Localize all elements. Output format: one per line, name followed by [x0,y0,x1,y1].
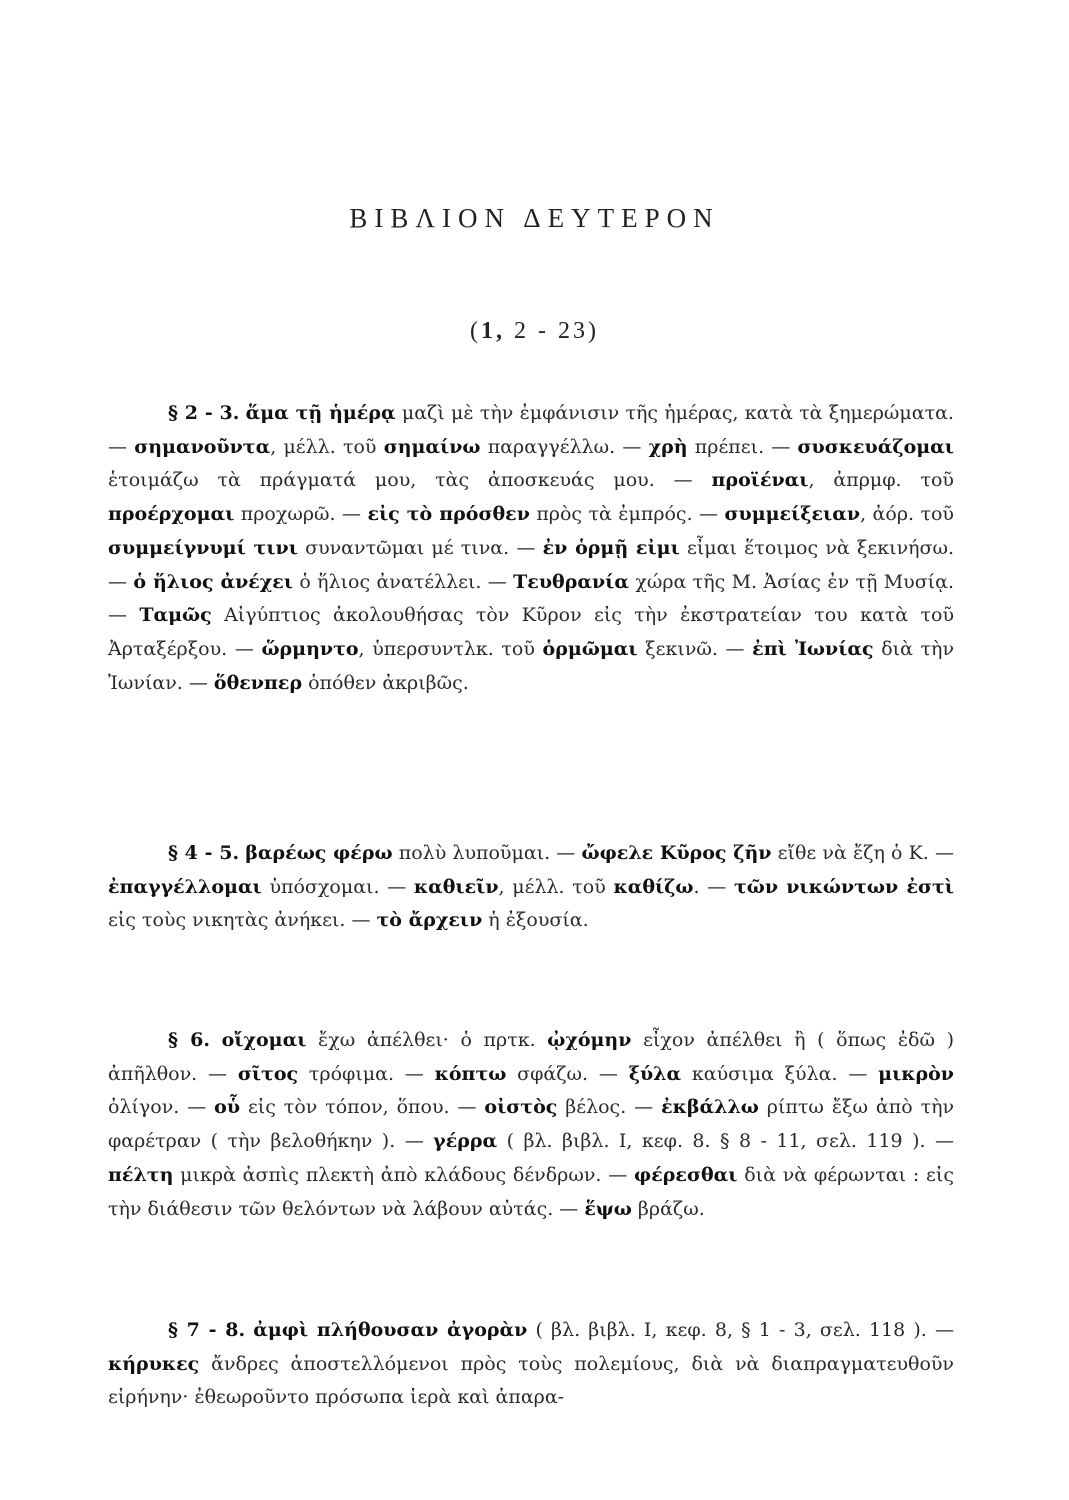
lemma-term: γέρρα [433,1130,498,1153]
gloss-text: ὑπόσχομαι. — [261,875,414,898]
lemma-term: προϊέναι [711,469,809,492]
lemma-term: ᾠχόμην [547,1029,632,1051]
lemma-term: ἐν ὁρμῇ εἰμι [542,536,680,559]
lemma-term: συμμείξειαν [724,503,861,526]
lemma-term: ὅθενπερ [213,671,303,694]
gloss-text: εἶχον ἀπέλθει ἢ ( ὅπως ἐδῶ ) ἀπῆλθον. — [108,1029,954,1085]
lemma-term: ἐπὶ Ἰωνίας [752,637,874,660]
gloss-text: , ἀόρ. τοῦ [860,503,954,526]
gloss-text: πρὸς τὰ ἐμπρός. — [529,503,725,526]
gloss-text: ὁ ἥλιος ἀνατέλλει. — [293,570,514,593]
gloss-text: ἄνδρες ἀποστελλόμενοι πρὸς τοὺς πολεμίους, διὰ νὰ διαπραγματευθοῦν εἰρήνην· ἐθεωροῦντο πρόσωπα ἱερὰ καὶ ἀπαρα- [108,1352,954,1409]
lemma-term: συμμείγνυμί τινι [108,536,298,559]
lemma-term: προέρχομαι [108,503,235,526]
gloss-text: διὰ νὰ φέρωνται : εἰς τὴν διάθεσιν τῶν θελόντων νὰ λάβουν αὐτάς. — [108,1163,954,1220]
lemma-term: σῖτος [237,1062,299,1085]
gloss-text: εἴθε νὰ ἔζη ὁ Κ. — [771,842,954,864]
gloss-text: εἰς τὸν τόπον, ὅπου. — [240,1096,485,1119]
commentary-paragraph [108,1024,954,1226]
section-number: § 2 - 3. [168,402,240,424]
gloss-text: μαζὶ μὲ τὴν ἐμφάνισιν τῆς ἡμέρας, κατὰ τὰ ξημερώματα. — [108,402,954,458]
section-number: § 6. [168,1029,210,1051]
lemma-term: ὁ ἥλιος ἀνέχει [133,570,294,593]
gloss-text: μικρὰ ἀσπὶς πλεκτὴ ἀπὸ κλάδους δένδρων. — [173,1163,635,1186]
lemma-term: πέλτη [108,1163,174,1186]
gloss-text: ξεκινῶ. — [637,637,753,660]
lemma-term: τῶν νικώντων ἐστὶ [733,875,954,898]
gloss-text: ἑτοιμάζω τὰ πράγματά μου, τὰς ἀποσκευάς μου. — [108,469,712,492]
lemma-term: ἕψω [584,1197,632,1220]
range-sections: 2 - 23 [514,318,588,344]
gloss-text: διὰ τὴν Ἰωνίαν. — [108,637,954,694]
lemma-term: καθιεῖν [413,875,499,898]
gloss-text: βράζω. [631,1197,705,1220]
range-chapter: 1, [481,318,505,344]
lemma-term: ὤφελε Κῦρος ζῆν [581,842,772,864]
lemma-term: χρὴ [648,435,688,458]
section-number: § 4 - 5. [168,842,240,864]
lemma-term: οἰστὸς [484,1096,558,1119]
lemma-term: ὁρμῶμαι [542,637,638,660]
commentary-paragraph [108,837,954,938]
commentary-paragraph [108,397,954,700]
gloss-text: πρέπει. — [687,435,798,458]
lemma-term: σημανοῦντα [134,435,271,458]
gloss-text: σφάζω. — [506,1062,629,1085]
lemma-term: κόπτω [434,1062,507,1085]
lemma-term: εἰς τὸ πρόσθεν [367,503,530,526]
lemma-term: Τευθρανία [513,570,629,593]
lemma-term: ἐπαγγέλλομαι [108,875,262,898]
lemma-term: ξύλα [628,1062,682,1085]
gloss-text: Αἰγύπτιος ἀκολουθήσας τὸν Κῦρον εἰς τὴν ἐκστρατείαν του κατὰ τοῦ Ἀρταξέρξου. — [108,604,954,660]
lemma-term: ἅμα τῇ ἡμέρᾳ [245,402,396,424]
gloss-text: προχωρῶ. — [234,503,368,526]
gloss-text: , ὑπερσυντλκ. τοῦ [358,637,543,660]
range-open: ( [470,318,481,344]
lemma-term: ὥρμηντο [261,637,359,660]
lemma-term: τὸ ἄρχειν [376,909,483,932]
lemma-term: καθίζω [613,875,694,898]
gloss-text: πολὺ λυποῦμαι. — [392,842,582,864]
lemma-term: οἴχομαι [221,1029,307,1051]
lemma-term: ἐκβάλλω [661,1096,759,1119]
book-title: ΒΙΒΛΙΟΝ ΔΕΥΤΕΡΟΝ [349,203,720,233]
gloss-text: ὁπόθεν ἀκριβῶς. [302,671,469,694]
commentary-paragraph [108,1314,954,1415]
gloss-text: εἶμαι ἕτοιμος νὰ ξεκινήσω. — [108,536,955,593]
gloss-text: παραγγέλλω. — [480,435,649,458]
lemma-term: κήρυκες [108,1352,200,1375]
lemma-term: μικρὸν [878,1062,954,1085]
gloss-text: εἰς τοὺς νικητὰς ἀνήκει. — [108,909,377,932]
lemma-term: οὗ [214,1096,241,1119]
gloss-text: βέλος. — [557,1096,662,1119]
gloss-text: ρίπτω ἔξω ἀπὸ τὴν φαρέτραν ( τὴν βελοθήκην ). — [108,1096,955,1153]
gloss-text: συναντῶμαι μέ τινα. — [297,536,543,559]
lemma-term: φέρεσθαι [634,1163,738,1186]
gloss-text: ἡ ἐξουσία. [482,909,589,932]
gloss-text: ( βλ. βιβλ. I, κεφ. 8, § 1 - 3, σελ. 118 ). — [527,1319,955,1341]
gloss-text: χώρα τῆς Μ. Ἀσίας ἐν τῇ Μυσίᾳ. — [108,570,954,627]
lemma-term: ἀμφὶ πλήθουσαν ἀγορὰν [253,1319,528,1341]
section-number: § 7 - 8. [168,1319,246,1341]
gloss-text: , μέλλ. τοῦ [498,875,614,898]
gloss-text: καύσιμα ξύλα. — [681,1062,879,1085]
lemma-term: Ταμῶς [139,604,212,627]
gloss-text: τρόφιμα. — [298,1062,435,1085]
lemma-term: βαρέως φέρω [245,842,393,864]
gloss-text: ἔχω ἀπέλθει· ὁ πρτκ. [306,1029,548,1051]
lemma-term: συσκευάζομαι [797,435,954,458]
gloss-text: ὀλίγον. — [108,1096,215,1119]
gloss-text: . — [693,875,734,898]
range-close: ) [588,318,599,344]
gloss-text: ( βλ. βιβλ. I, κεφ. 8. § 8 - 11, σελ. 119 ). — [497,1130,954,1153]
gloss-text: , μέλλ. τοῦ [270,435,384,458]
gloss-text: , ἀπρμφ. τοῦ [808,469,954,492]
lemma-term: σημαίνω [383,435,481,458]
chapter-range [0,318,1069,345]
